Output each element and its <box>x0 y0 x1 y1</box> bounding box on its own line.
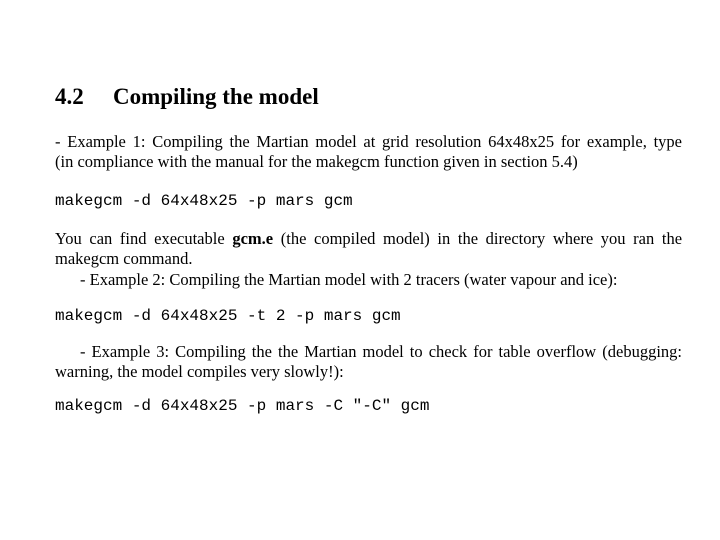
section-heading <box>55 84 319 110</box>
example-3-command: makegcm -d 64x48x25 -p mars -C "-C" gcm <box>55 397 430 415</box>
example-3-paragraph <box>55 342 682 382</box>
executable-name: gcm.e <box>232 229 274 248</box>
example-3-line-1: - Example 3: Compiling the the Martian model to check for table overflow (debugging: <box>80 342 682 361</box>
example-2-paragraph <box>80 270 682 290</box>
example-2-command: makegcm -d 64x48x25 -t 2 -p mars gcm <box>55 307 401 325</box>
result-line-1-suffix: (the compiled model) in the directory where you ran the <box>280 229 683 248</box>
example-1-paragraph <box>55 132 682 172</box>
example-1-command: makegcm -d 64x48x25 -p mars gcm <box>55 192 353 210</box>
example-3-line-2: warning, the model compiles very slowly!): <box>55 362 344 381</box>
example-1-line-2: (in compliance with the manual for the makegcm function given in section 5.4) <box>55 152 578 171</box>
section-title: Compiling the model <box>113 84 319 109</box>
result-paragraph <box>55 229 682 269</box>
result-line-1 <box>55 229 682 249</box>
section-number: 4.2 <box>55 84 84 109</box>
result-line-2: makegcm command. <box>55 249 193 268</box>
result-line-1-prefix: You can find executable <box>55 229 225 248</box>
example-2-text: - Example 2: Compiling the Martian model with 2 tracers (water vapour and ice): <box>80 270 618 289</box>
example-1-line-1: - Example 1: Compiling the Martian model at grid resolution 64x48x25 for example, type <box>55 132 682 151</box>
